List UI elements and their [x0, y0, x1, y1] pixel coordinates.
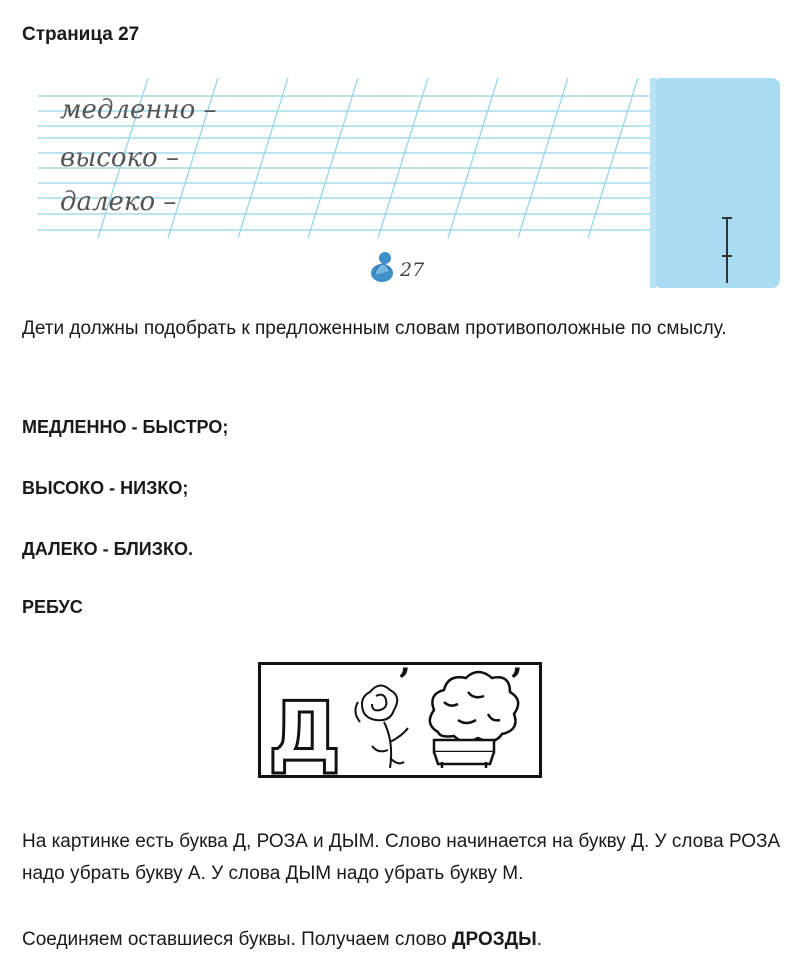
page-heading: Страница 27 — [22, 24, 140, 45]
explanation-text: На картинке есть буква Д, РОЗА и ДЫМ. Слово начинается на букву Д. У слова РОЗА надо убрать букву А. У слова ДЫМ надо убрать букву М. — [22, 831, 781, 884]
result-suffix: . — [536, 929, 543, 950]
rebus-image — [258, 662, 542, 778]
rebus-comma-2: ’ — [510, 662, 523, 703]
copybook-page-number: 27 — [400, 259, 425, 281]
intro-text: Дети должны подобрать к предложенным словам противоположные по смыслу. — [22, 318, 727, 339]
copybook-side-panel — [653, 78, 780, 288]
answer-1: МЕДЛЕННО - БЫСТРО; — [22, 417, 229, 437]
rebus-heading: РЕБУС — [22, 597, 83, 617]
answer-2: ВЫСОКО - НИЗКО; — [22, 478, 189, 498]
copybook-word-1: медленно – — [60, 95, 217, 125]
copybook-image — [38, 78, 780, 288]
rebus-comma-1: ’ — [398, 662, 411, 703]
result-prefix: Соединяем оставшиеся буквы. Получаем слово — [22, 929, 452, 950]
copybook-word-3: далеко – — [60, 187, 177, 217]
result-word: ДРОЗДЫ — [451, 929, 537, 950]
rebus-letter: Д — [268, 685, 342, 778]
copybook-word-2: высоко – — [60, 143, 179, 173]
result-text — [22, 924, 542, 956]
answer-3: ДАЛЕКО - БЛИЗКО. — [22, 539, 193, 559]
